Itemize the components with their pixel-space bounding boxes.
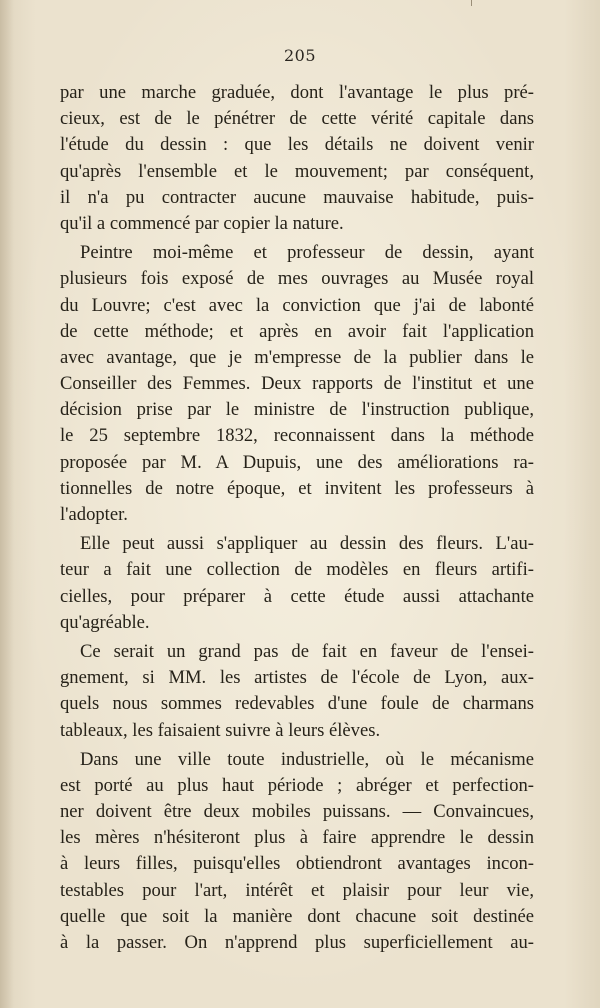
- text-line: les mères n'hésiteront plus à faire apprendre le dessin: [60, 827, 534, 849]
- text-line: testables pour l'art, intérêt et plaisir pour leur vie,: [60, 879, 534, 901]
- text-line: plusieurs fois exposé de mes ouvrages au Musée royal: [60, 268, 534, 290]
- text-line: Ce serait un grand pas de fait en faveur de l'ensei-: [80, 640, 534, 662]
- paragraph-1: [60, 80, 534, 237]
- text-line: est porté au plus haut période ; abréger et perfection-: [60, 774, 534, 796]
- text-line: il n'a pu contracter aucune mauvaise habitude, puis-: [60, 186, 534, 208]
- paragraph-2: [60, 240, 534, 528]
- text-line: l'adopter.: [60, 504, 128, 525]
- paragraph-5: [60, 747, 534, 957]
- top-edge-mark: [471, 0, 472, 6]
- text-line: Elle peut aussi s'appliquer au dessin des fleurs. L'au-: [80, 533, 534, 555]
- text-line: cielles, pour préparer à cette étude aussi attachante: [60, 585, 534, 607]
- text-line: teur a fait une collection de modèles en fleurs artifi-: [60, 559, 534, 581]
- text-line: Peintre moi-même et professeur de dessin, ayant: [80, 242, 534, 264]
- text-line: le 25 septembre 1832, reconnaissent dans la méthode: [60, 425, 534, 447]
- text-line: à la passer. On n'apprend plus superficiellement au-: [60, 932, 534, 953]
- body-text: [60, 80, 534, 956]
- text-line: qu'agréable.: [60, 611, 150, 633]
- text-line: proposée par M. A Dupuis, une des améliorations ra-: [60, 451, 534, 473]
- text-line: Dans une ville toute industrielle, où le mécanisme: [80, 748, 534, 770]
- paragraph-3: [60, 531, 534, 636]
- text-line: quels nous sommes redevables d'une foule de charmans: [60, 693, 534, 715]
- text-line: qu'il a commencé par copier la nature.: [60, 212, 344, 234]
- text-line: du Louvre; c'est avec la conviction que j'ai de labonté: [60, 294, 534, 316]
- paragraph-4: [60, 639, 534, 744]
- text-line: tionnelles de notre époque, et invitent les professeurs à: [60, 477, 534, 499]
- text-line: avec avantage, que je m'empresse de la publier dans le: [60, 346, 534, 368]
- text-line: quelle que soit la manière dont chacune soit destinée: [60, 905, 534, 927]
- text-line: gnement, si MM. les artistes de l'école de Lyon, aux-: [60, 667, 534, 689]
- text-line: l'étude du dessin : que les détails ne doivent venir: [60, 134, 534, 156]
- text-line: par une marche graduée, dont l'avantage le plus pré-: [60, 82, 534, 103]
- text-line: décision prise par le ministre de l'instruction publique,: [60, 399, 534, 421]
- text-line: ner doivent être deux mobiles puissans. — Convaincues,: [60, 801, 534, 823]
- text-line: à leurs filles, puisqu'elles obtiendront avantages incon-: [60, 853, 534, 875]
- text-line: tableaux, les faisaient suivre à leurs élèves.: [60, 719, 381, 741]
- text-line: Conseiller des Femmes. Deux rapports de l'institut et une: [60, 373, 534, 395]
- text-line: cieux, est de le pénétrer de cette vérité capitale dans: [60, 108, 534, 130]
- text-line: qu'après l'ensemble et le mouvement; par conséquent,: [60, 160, 534, 182]
- text-line: de cette méthode; et après en avoir fait l'application: [60, 320, 534, 342]
- page-number: 205: [283, 46, 317, 65]
- page-gutter-shadow: [0, 0, 14, 1008]
